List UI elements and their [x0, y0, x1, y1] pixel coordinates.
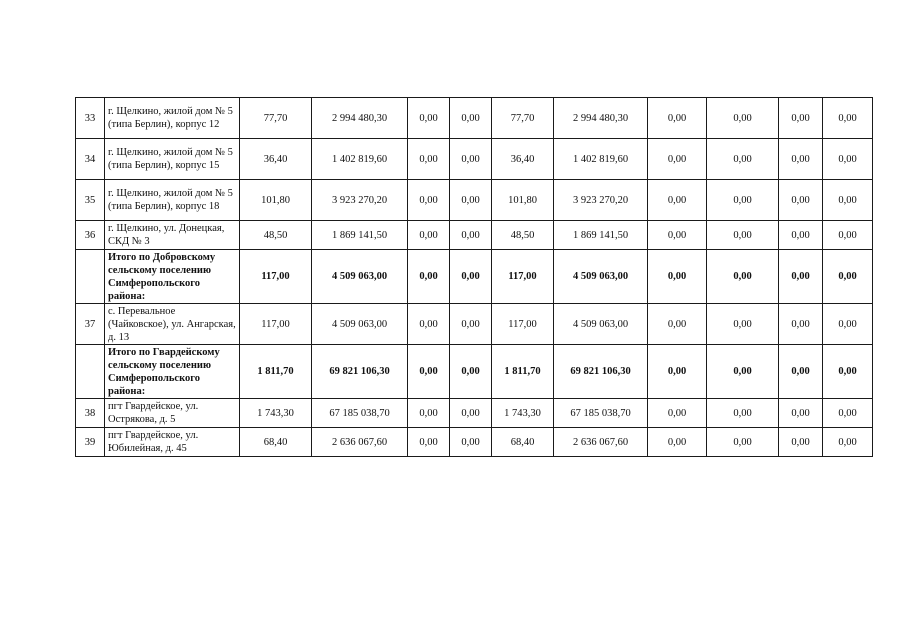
- value-cell: 101,80: [240, 180, 312, 221]
- value-cell: 77,70: [492, 98, 554, 139]
- value-cell: 0,00: [823, 345, 873, 399]
- value-cell: 0,00: [823, 428, 873, 457]
- address-cell: пгт Гвардейское, ул. Юбилейная, д. 45: [105, 428, 240, 457]
- value-cell: 36,40: [240, 139, 312, 180]
- value-cell: 0,00: [648, 428, 707, 457]
- value-cell: 0,00: [779, 304, 823, 345]
- value-cell: 1 869 141,50: [554, 221, 648, 250]
- address-cell: г. Щелкино, жилой дом № 5 (типа Берлин), корпус 12: [105, 98, 240, 139]
- address-cell: с. Перевальное (Чайковское), ул. Ангарская, д. 13: [105, 304, 240, 345]
- value-cell: 0,00: [707, 399, 779, 428]
- table-body: [76, 98, 873, 457]
- value-cell: 0,00: [707, 304, 779, 345]
- value-cell: 0,00: [648, 98, 707, 139]
- address-cell: г. Щелкино, ул. Донецкая, СКД № 3: [105, 221, 240, 250]
- value-cell: 0,00: [408, 304, 450, 345]
- value-cell: 117,00: [492, 304, 554, 345]
- value-cell: 0,00: [408, 428, 450, 457]
- value-cell: 0,00: [408, 98, 450, 139]
- value-cell: 0,00: [450, 428, 492, 457]
- row-number-cell: 37: [76, 304, 105, 345]
- value-cell: 1 402 819,60: [554, 139, 648, 180]
- table-total-row: [76, 250, 873, 304]
- value-cell: 68,40: [492, 428, 554, 457]
- table-row: [76, 139, 873, 180]
- value-cell: 0,00: [707, 345, 779, 399]
- value-cell: 0,00: [779, 98, 823, 139]
- value-cell: 0,00: [823, 139, 873, 180]
- value-cell: 69 821 106,30: [312, 345, 408, 399]
- address-cell: Итого по Гвардейскому сельскому поселению Симферопольского района:: [105, 345, 240, 399]
- value-cell: 2 636 067,60: [554, 428, 648, 457]
- value-cell: 0,00: [823, 399, 873, 428]
- value-cell: 4 509 063,00: [312, 304, 408, 345]
- value-cell: 0,00: [450, 221, 492, 250]
- value-cell: 0,00: [779, 345, 823, 399]
- value-cell: 117,00: [240, 250, 312, 304]
- row-number-cell: 34: [76, 139, 105, 180]
- value-cell: 2 994 480,30: [312, 98, 408, 139]
- value-cell: 1 811,70: [240, 345, 312, 399]
- table-row: [76, 428, 873, 457]
- row-number-cell: [76, 345, 105, 399]
- address-cell: Итого по Добровскому сельскому поселению Симферопольского района:: [105, 250, 240, 304]
- table-row: [76, 180, 873, 221]
- value-cell: 48,50: [492, 221, 554, 250]
- value-cell: 0,00: [707, 180, 779, 221]
- value-cell: 0,00: [408, 139, 450, 180]
- value-cell: 0,00: [648, 139, 707, 180]
- value-cell: 0,00: [450, 180, 492, 221]
- value-cell: 3 923 270,20: [554, 180, 648, 221]
- value-cell: 0,00: [408, 221, 450, 250]
- value-cell: 0,00: [450, 399, 492, 428]
- row-number-cell: [76, 250, 105, 304]
- value-cell: 0,00: [648, 221, 707, 250]
- value-cell: 1 869 141,50: [312, 221, 408, 250]
- value-cell: 0,00: [823, 221, 873, 250]
- value-cell: 2 994 480,30: [554, 98, 648, 139]
- table-row: [76, 399, 873, 428]
- value-cell: 0,00: [823, 250, 873, 304]
- row-number-cell: 33: [76, 98, 105, 139]
- value-cell: 0,00: [779, 139, 823, 180]
- value-cell: 67 185 038,70: [554, 399, 648, 428]
- value-cell: 0,00: [450, 304, 492, 345]
- value-cell: 1 402 819,60: [312, 139, 408, 180]
- row-number-cell: 39: [76, 428, 105, 457]
- address-cell: г. Щелкино, жилой дом № 5 (типа Берлин), корпус 15: [105, 139, 240, 180]
- value-cell: 2 636 067,60: [312, 428, 408, 457]
- value-cell: 0,00: [408, 250, 450, 304]
- value-cell: 4 509 063,00: [554, 304, 648, 345]
- value-cell: 1 743,30: [240, 399, 312, 428]
- value-cell: 0,00: [450, 250, 492, 304]
- value-cell: 1 743,30: [492, 399, 554, 428]
- value-cell: 0,00: [779, 428, 823, 457]
- table-row: [76, 221, 873, 250]
- value-cell: 69 821 106,30: [554, 345, 648, 399]
- value-cell: 0,00: [707, 98, 779, 139]
- row-number-cell: 36: [76, 221, 105, 250]
- value-cell: 0,00: [408, 399, 450, 428]
- value-cell: 0,00: [779, 221, 823, 250]
- value-cell: 0,00: [450, 345, 492, 399]
- value-cell: 4 509 063,00: [554, 250, 648, 304]
- value-cell: 0,00: [707, 250, 779, 304]
- value-cell: 0,00: [648, 250, 707, 304]
- value-cell: 101,80: [492, 180, 554, 221]
- resettlement-funding-table: [75, 97, 873, 457]
- table-row: [76, 98, 873, 139]
- table-row: [76, 304, 873, 345]
- value-cell: 117,00: [240, 304, 312, 345]
- value-cell: 0,00: [823, 304, 873, 345]
- value-cell: 48,50: [240, 221, 312, 250]
- value-cell: 0,00: [707, 428, 779, 457]
- value-cell: 3 923 270,20: [312, 180, 408, 221]
- value-cell: 0,00: [707, 139, 779, 180]
- value-cell: 0,00: [648, 180, 707, 221]
- value-cell: 0,00: [450, 139, 492, 180]
- value-cell: 0,00: [408, 345, 450, 399]
- value-cell: 36,40: [492, 139, 554, 180]
- address-cell: пгт Гвардейское, ул. Острякова, д. 5: [105, 399, 240, 428]
- value-cell: 0,00: [408, 180, 450, 221]
- value-cell: 0,00: [779, 399, 823, 428]
- value-cell: 0,00: [779, 180, 823, 221]
- value-cell: 0,00: [648, 304, 707, 345]
- value-cell: 0,00: [648, 399, 707, 428]
- value-cell: 0,00: [450, 98, 492, 139]
- value-cell: 68,40: [240, 428, 312, 457]
- value-cell: 1 811,70: [492, 345, 554, 399]
- value-cell: 117,00: [492, 250, 554, 304]
- value-cell: 4 509 063,00: [312, 250, 408, 304]
- table-total-row: [76, 345, 873, 399]
- value-cell: 0,00: [707, 221, 779, 250]
- address-cell: г. Щелкино, жилой дом № 5 (типа Берлин), корпус 18: [105, 180, 240, 221]
- value-cell: 0,00: [823, 180, 873, 221]
- value-cell: 0,00: [648, 345, 707, 399]
- value-cell: 0,00: [823, 98, 873, 139]
- value-cell: 77,70: [240, 98, 312, 139]
- value-cell: 0,00: [779, 250, 823, 304]
- row-number-cell: 38: [76, 399, 105, 428]
- row-number-cell: 35: [76, 180, 105, 221]
- value-cell: 67 185 038,70: [312, 399, 408, 428]
